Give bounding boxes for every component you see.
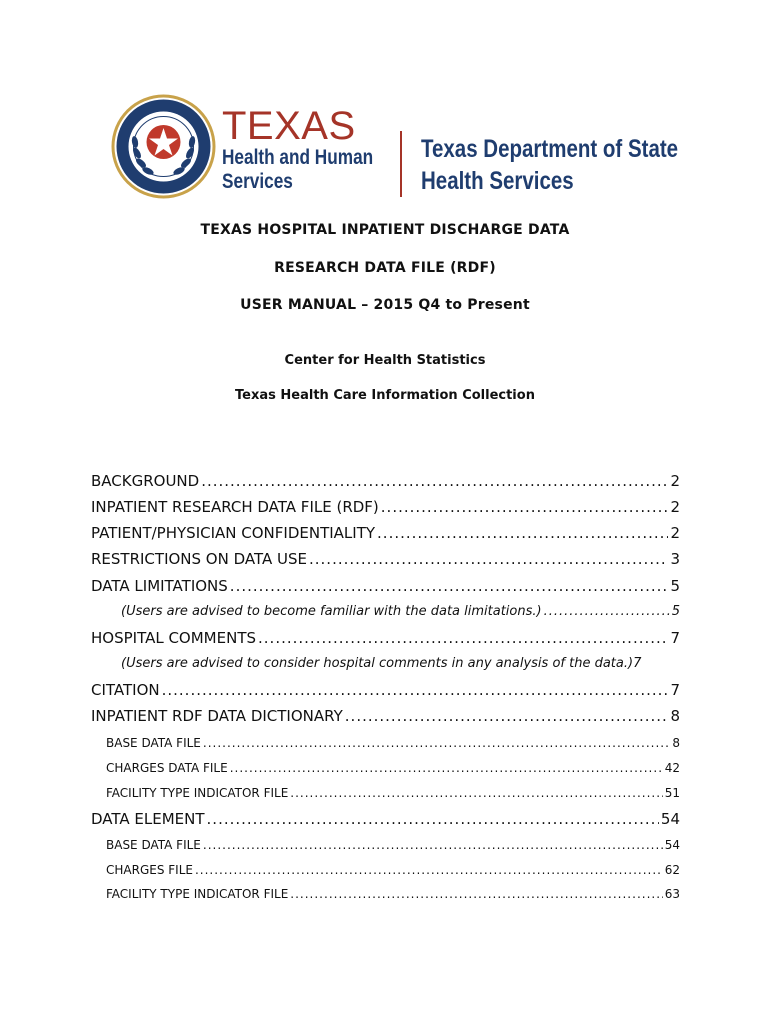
toc-entry-hospital-comments[interactable]: HOSPITAL COMMENTS ..... 7 xyxy=(91,629,680,647)
center-name: Center for Health Statistics xyxy=(284,353,486,368)
hhs-line-1: Health and Human xyxy=(222,146,374,169)
toc-entry-background[interactable]: BACKGROUND ..... 2 xyxy=(91,472,680,490)
toc-entry-data-dictionary[interactable]: INPATIENT RDF DATA DICTIONARY ..... 8 xyxy=(91,707,680,725)
toc-entry-element-base-data-file[interactable]: BASE DATA FILE ..... 54 xyxy=(106,838,680,852)
logo-divider xyxy=(400,131,402,197)
toc-entry-element-charges-file[interactable]: CHARGES FILE ..... 62 xyxy=(106,863,680,877)
toc-entry-dict-base-data-file[interactable]: BASE DATA FILE ..... 8 xyxy=(106,736,680,750)
toc-entry-data-limitations-note[interactable]: (Users are advised to become familiar with the data limitations.) ..... 5 xyxy=(121,604,680,619)
texas-seal-logo xyxy=(110,93,217,200)
hhs-texas-text: TEXAS xyxy=(222,104,356,148)
dshs-line-1: Texas Department of State xyxy=(421,135,679,163)
dshs-wordmark xyxy=(421,133,678,197)
collection-name: Texas Health Care Information Collection xyxy=(235,388,535,403)
toc-entry-inpatient-rdf[interactable]: INPATIENT RESEARCH DATA FILE (RDF) ..... 2 xyxy=(91,498,680,516)
toc-entry-confidentiality[interactable]: PATIENT/PHYSICIAN CONFIDENTIALITY ..... 2 xyxy=(91,524,680,542)
hhs-wordmark xyxy=(222,106,406,194)
document-title-line-2: RESEARCH DATA FILE (RDF) xyxy=(274,260,496,276)
toc-entry-data-element[interactable]: DATA ELEMENT ..... 54 xyxy=(91,810,680,828)
toc-entry-dict-charges-data-file[interactable]: CHARGES DATA FILE ..... 42 xyxy=(106,761,680,775)
toc-entry-hospital-comments-note[interactable]: (Users are advised to consider hospital comments in any analysis of the data.) 7 xyxy=(121,656,642,671)
toc-entry-citation[interactable]: CITATION ..... 7 xyxy=(91,681,680,699)
toc-entry-element-facility-type-file[interactable]: FACILITY TYPE INDICATOR FILE ..... 63 xyxy=(106,887,680,901)
toc-entry-dict-facility-type-file[interactable]: FACILITY TYPE INDICATOR FILE ..... 51 xyxy=(106,786,680,800)
hhs-line-2: Services xyxy=(222,170,293,193)
toc-entry-restrictions[interactable]: RESTRICTIONS ON DATA USE ..... 3 xyxy=(91,550,680,568)
document-title-line-1: TEXAS HOSPITAL INPATIENT DISCHARGE DATA xyxy=(200,222,570,238)
dshs-line-2: Health Services xyxy=(421,167,574,195)
document-title-line-3: USER MANUAL – 2015 Q4 to Present xyxy=(240,297,530,313)
toc-entry-data-limitations[interactable]: DATA LIMITATIONS ..... 5 xyxy=(91,577,680,595)
